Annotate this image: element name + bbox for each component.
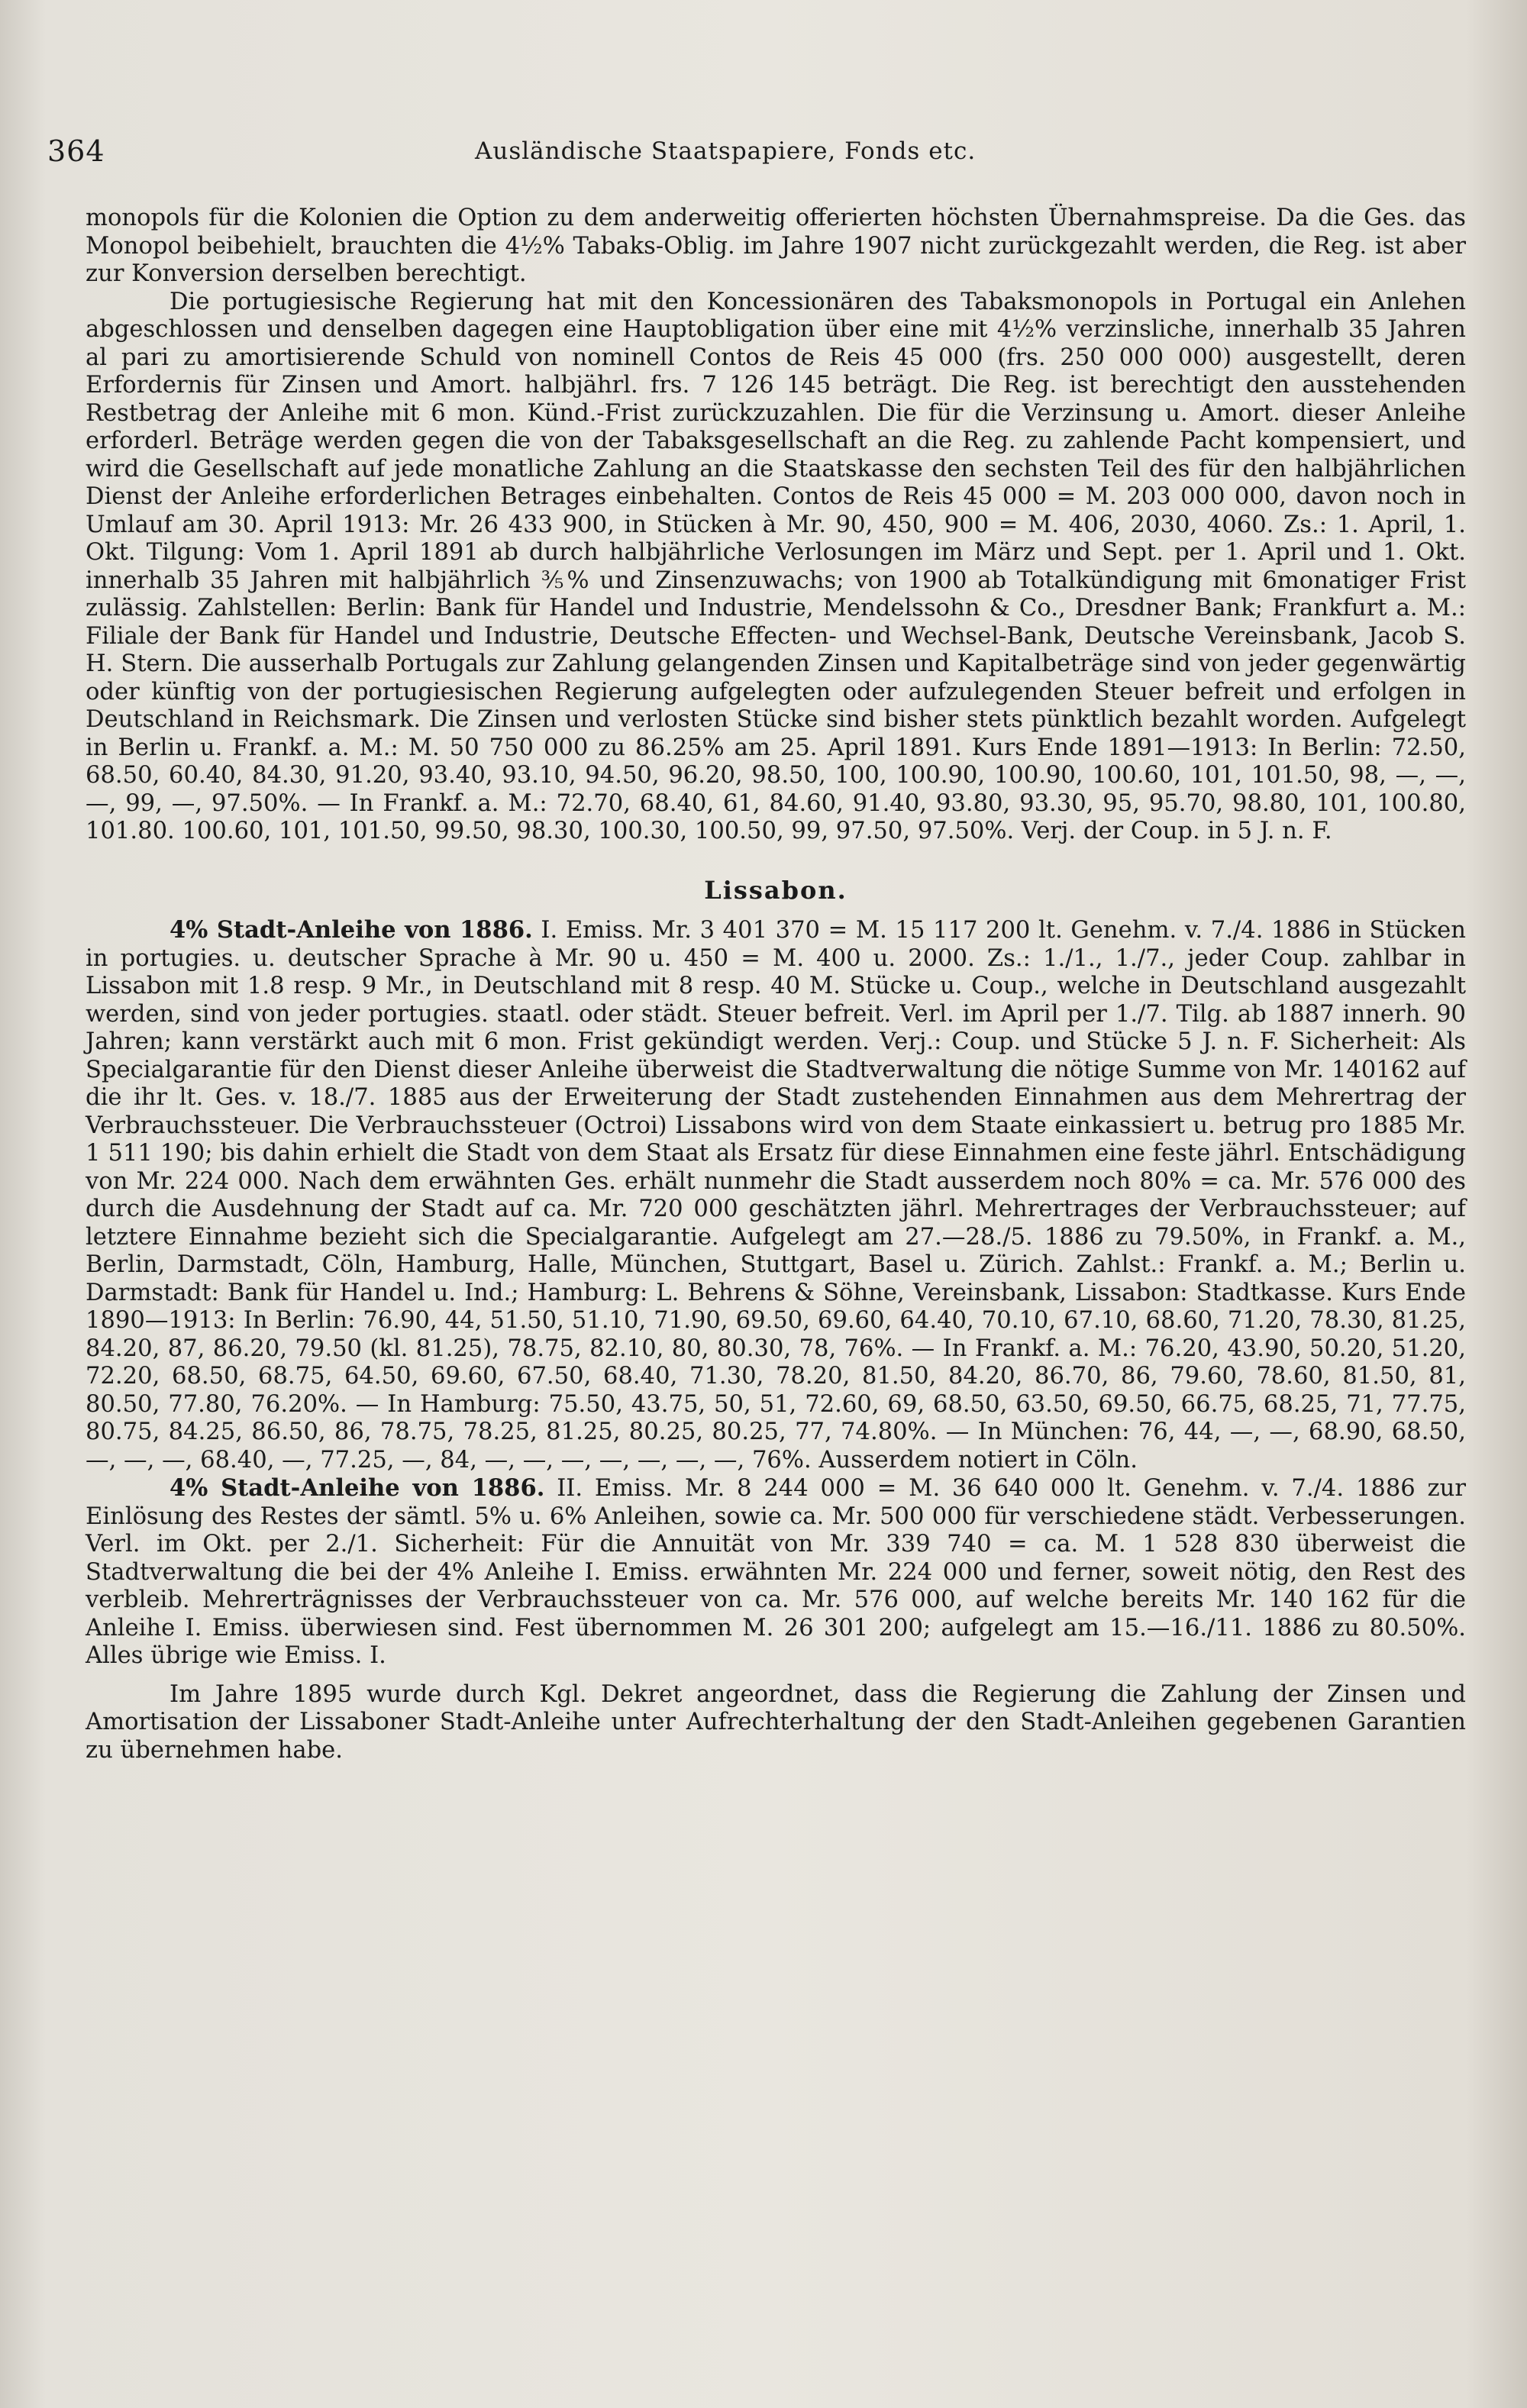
page-body	[86, 205, 1466, 1764]
section-title: Lissabon.	[704, 875, 847, 905]
paragraph-continuation: monopols für die Kolonien die Option zu dem anderweitig offerierten höchsten Übernahmspreise. Da die Ges. das Monopol beibehielt, brauchten die 4½% Tabaks-Oblig. im Jahre 1907 nicht zurückgezahlt werden, die Reg. ist aber zur Konversion derselben berechtigt.	[86, 205, 1466, 287]
running-title: Ausländische Staatspapiere, Fonds etc.	[475, 137, 977, 165]
page-number: 364	[47, 134, 105, 168]
loan-text: II. Emiss. Mr. 8 244 000 = M. 36 640 000 lt. Genehm. v. 7./4. 1886 zur Einlösung des Restes der sämtl. 5% u. 6% Anleihen, sowie ca. Mr. 500 000 für verschiedene städt. Verbesserungen. Verl. im Okt. per 2./1. Sicherheit: Für die Annuität von Mr. 339 740 = ca. M. 1 528 830 überweist die Stadtverwaltung die bei der 4% Anleihe I. Emiss. erwähnten Mr. 224 000 und ferner, soweit nötig, den Rest des verbleib. Mehrerträgnisses der Verbrauchssteuer von ca. Mr. 576 000, auf welche bereits Mr. 140 162 für die Anleihe I. Emiss. überwiesen sind. Fest übernommen M. 26 301 200; aufgelegt am 15.—16./11. 1886 zu 80.50%. Alles übrige wie Emiss. I.	[86, 1475, 1466, 1669]
loan-entry	[86, 916, 1466, 1474]
closing-paragraph: Im Jahre 1895 wurde durch Kgl. Dekret angeordnet, dass die Regierung die Zahlung der Zinsen und Amortisation der Lissaboner Stadt-Anleihe unter Aufrechterhaltung der den Stadt-Anleihen gegebenen Garantien zu übernehmen habe.	[86, 1680, 1466, 1764]
loan-heading: 4% Stadt-Anleihe von 1886.	[169, 1474, 545, 1502]
loan-entry	[86, 1474, 1466, 1670]
paragraph-tobacco-loan: Die portugiesische Regierung hat mit den Koncessionären des Tabaksmonopols in Portugal ein Anlehen abgeschlossen und denselben dagegen eine Hauptobligation über eine mit 4½% verzinsliche, innerhalb 35 Jahren al pari zu amortisierende Schuld von nominell Contos de Reis 45 000 (frs. 250 000 000) ausgestellt, deren Erfordernis für Zinsen und Amort. halbjährl. frs. 7 126 145 beträgt. Die Reg. ist berechtigt den ausstehenden Restbetrag der Anleihe mit 6 mon. Künd.-Frist zurückzuzahlen. Die für die Verzinsung u. Amort. dieser Anleihe erforderl. Beträge werden gegen die von der Tabaksgesellschaft an die Reg. zu zahlende Pacht kompensiert, und wird die Gesellschaft auf jede monatliche Zahlung an die Staatskasse den sechsten Teil des für den halbjährlichen Dienst der Anleihe erforderlichen Betrages einbehalten. Contos de Reis 45 000 = M. 203 000 000, davon noch in Umlauf am 30. April 1913: Mr. 26 433 900, in Stücken à Mr. 90, 450, 900 = M. 406, 2030, 4060. Zs.: 1. April, 1. Okt. Tilgung: Vom 1. April 1891 ab durch halbjährliche Verlosungen im März und Sept. per 1. April und 1. Okt. innerhalb 35 Jahren mit halbjährlich ⅗% und Zinsenzuwachs; von 1900 ab Totalkündigung mit 6monatiger Frist zulässig. Zahlstellen: Berlin: Bank für Handel und Industrie, Mendelssohn & Co., Dresdner Bank; Frankfurt a. M.: Filiale der Bank für Handel und Industrie, Deutsche Effecten- und Wechsel-Bank, Deutsche Vereinsbank, Jacob S. H. Stern. Die ausserhalb Portugals zur Zahlung gelangenden Zinsen und Kapitalbeträge sind von jeder gegenwärtig oder künftig von der portugiesischen Regierung aufgelegten oder aufzulegenden Steuer befreit und erfolgen in Deutschland in Reichsmark. Die Zinsen und verlosten Stücke sind bisher stets pünktlich bezahlt worden. Aufgelegt in Berlin u. Frankf. a. M.: M. 50 750 000 zu 86.25% am 25. April 1891. Kurs Ende 1891—1913: In Berlin: 72.50, 68.50, 60.40, 84.30, 91.20, 93.40, 93.10, 94.50, 96.20, 98.50, 100, 100.90, 100.90, 100.60, 101, 101.50, 98, —, —, —, 99, —, 97.50%. — In Frankf. a. M.: 72.70, 68.40, 61, 84.60, 91.40, 93.80, 93.30, 95, 95.70, 98.80, 101, 100.80, 101.80. 100.60, 101, 101.50, 99.50, 98.30, 100.30, 100.50, 99, 97.50, 97.50%. Verj. der Coup. in 5 J. n. F.	[86, 288, 1466, 844]
loan-text: I. Emiss. Mr. 3 401 370 = M. 15 117 200 lt. Genehm. v. 7./4. 1886 in Stücken in portugies. u. deutscher Sprache à Mr. 90 u. 450 = M. 400 u. 2000. Zs.: 1./1., 1./7., jeder Coup. zahlbar in Lissabon mit 1.8 resp. 9 Mr., in Deutschland mit 8 resp. 40 M. Stücke u. Coup., welche in Deutschland ausgezahlt werden, sind von jeder portugies. staatl. oder städt. Steuer befreit. Verl. im April per 1./7. Tilg. ab 1887 innerh. 90 Jahren; kann verstärkt auch mit 6 mon. Frist gekündigt werden. Verj.: Coup. und Stücke 5 J. n. F. Sicherheit: Als Specialgarantie für den Dienst dieser Anleihe überweist die Stadtverwaltung die nötige Summe von Mr. 140162 auf die ihr lt. Ges. v. 18./7. 1885 aus der Erweiterung der Stadt zustehenden Einnahmen aus dem Mehrertrag der Verbrauchssteuer. Die Verbrauchssteuer (Octroi) Lissabons wird von dem Staate einkassiert u. betrug pro 1885 Mr. 1 511 190; bis dahin erhielt die Stadt von dem Staat als Ersatz für diese Einnahmen eine feste jährl. Entschädigung von Mr. 224 000. Nach dem erwähnten Ges. erhält nunmehr die Stadt ausserdem noch 80% = ca. Mr. 576 000 des durch die Ausdehnung der Stadt auf ca. Mr. 720 000 geschätzten jährl. Mehrertrages der Verbrauchssteuer; auf letztere Einnahme bezieht sich die Specialgarantie. Aufgelegt am 27.—28./5. 1886 zu 79.50%, in Frankf. a. M., Berlin, Darmstadt, Cöln, Hamburg, Halle, München, Stuttgart, Basel u. Zürich. Zahlst.: Frankf. a. M.; Berlin u. Darmstadt: Bank für Handel u. Ind.; Hamburg: L. Behrens & Söhne, Vereinsbank, Lissabon: Stadtkasse. Kurs Ende 1890—1913: In Berlin: 76.90, 44, 51.50, 51.10, 71.90, 69.50, 69.60, 64.40, 70.10, 67.10, 68.60, 71.20, 78.30, 81.25, 84.20, 87, 86.20, 79.50 (kl. 81.25), 78.75, 82.10, 80, 80.30, 78, 76%. — In Frankf. a. M.: 76.20, 43.90, 50.20, 51.20, 72.20, 68.50, 68.75, 64.50, 69.60, 67.50, 68.40, 71.30, 78.20, 81.50, 84.20, 86.70, 86, 79.60, 78.60, 81.50, 81, 80.50, 77.80, 76.20%. — In Hamburg: 75.50, 43.75, 50, 51, 72.60, 69, 68.50, 63.50, 69.50, 66.75, 68.25, 71, 77.75, 80.75, 84.25, 86.50, 86, 78.75, 78.25, 81.25, 80.25, 80.25, 77, 74.80%. — In München: 76, 44, —, —, 68.90, 68.50, —, —, —, 68.40, —, 77.25, —, 84, —, —, —, —, —, —, —, 76%. Ausserdem notiert in Cöln.	[86, 917, 1466, 1474]
loan-heading: 4% Stadt-Anleihe von 1886.	[169, 916, 533, 944]
page-header	[47, 134, 1467, 180]
